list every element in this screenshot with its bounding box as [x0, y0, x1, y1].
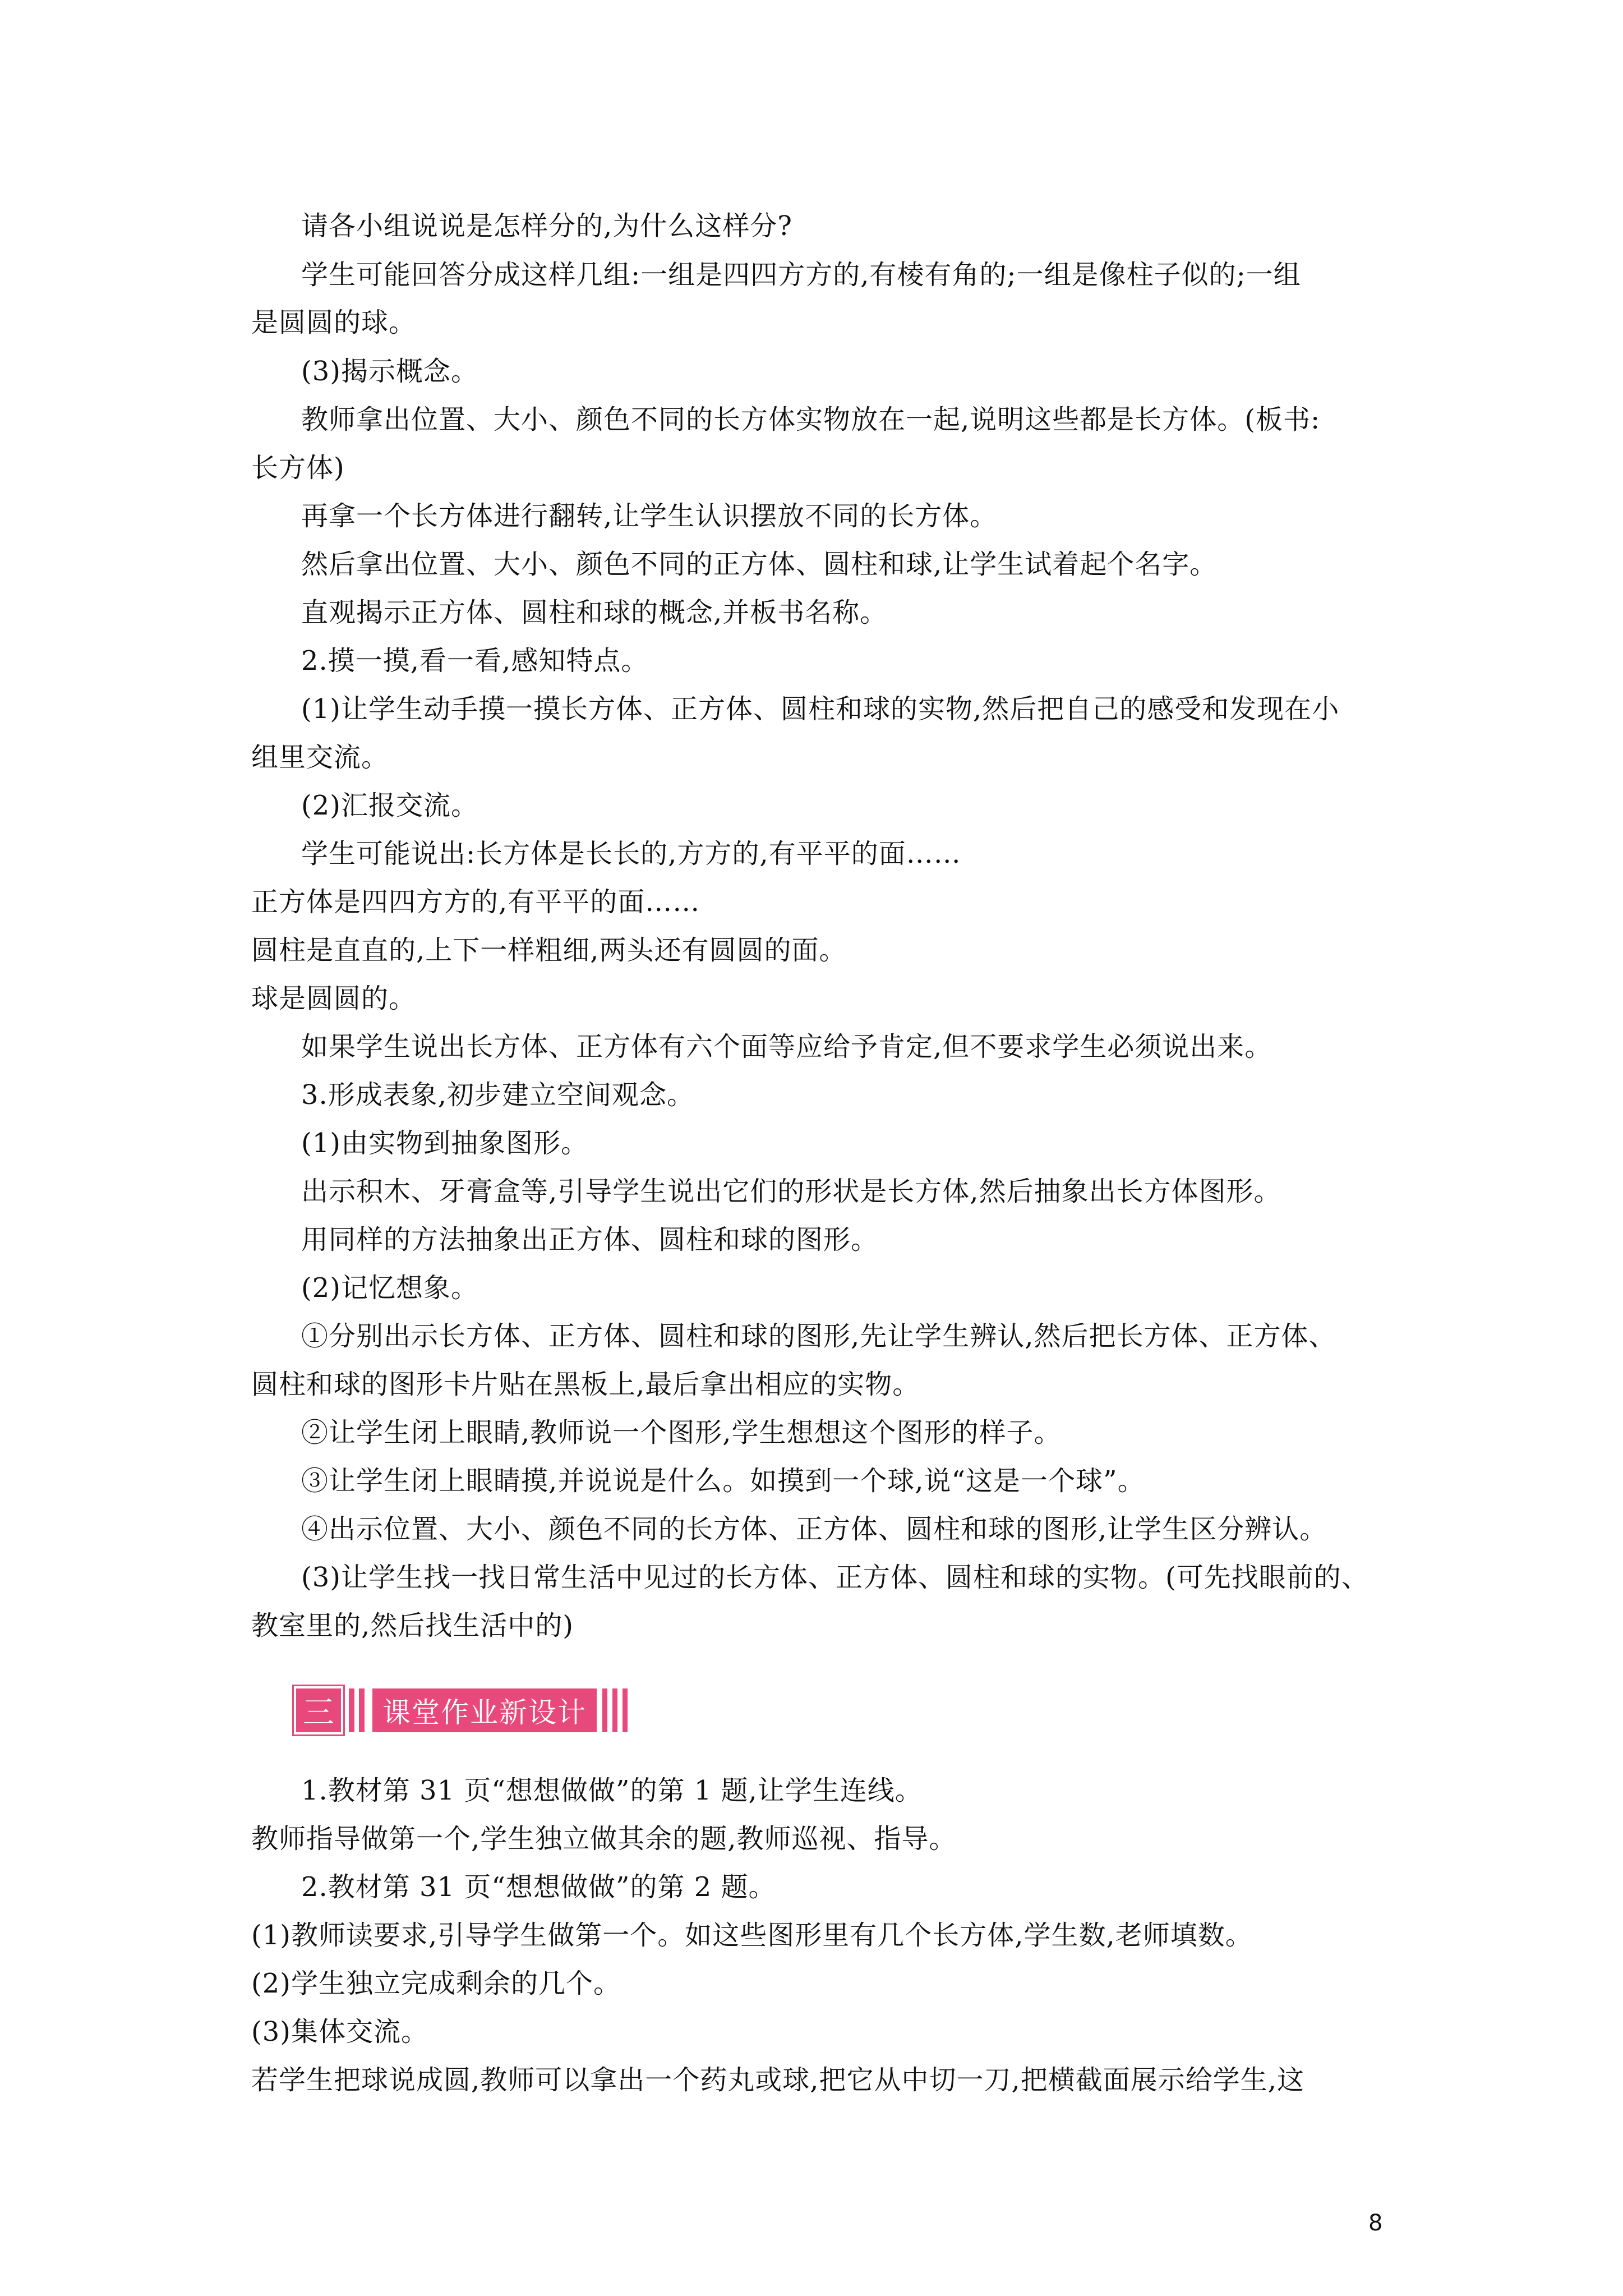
text-line: (3)让学生找一找日常生活中见过的长方体、正方体、圆柱和球的实物。(可先找眼前的、: [301, 1562, 1369, 1593]
text-line: 教室里的,然后找生活中的): [251, 1610, 574, 1641]
text-line: 再拿一个长方体进行翻转,让学生认识摆放不同的长方体。: [301, 500, 998, 532]
text-line: 学生可能回答分成这样几组:一组是四四方方的,有棱有角的;一组是像柱子似的;一组: [301, 259, 1301, 291]
text-line: 圆柱是直直的,上下一样粗细,两头还有圆圆的面。: [251, 935, 847, 966]
page-number: 8: [1368, 2210, 1383, 2236]
decorative-stripes: [602, 1688, 633, 1732]
text-line: 球是圆圆的。: [251, 983, 417, 1014]
text-line: (2)学生独立完成剩余的几个。: [251, 1968, 621, 1999]
text-line: 3.形成表象,初步建立空间观念。: [301, 1079, 695, 1111]
text-line: 直观揭示正方体、圆柱和球的概念,并板书名称。: [301, 597, 888, 628]
text-line: (1)教师读要求,引导学生做第一个。如这些图形里有几个长方体,学生数,老师填数。: [251, 1920, 1253, 1951]
text-line: ②让学生闭上眼睛,教师说一个图形,学生想想这个图形的样子。: [301, 1417, 1062, 1448]
text-line: 2.摸一摸,看一看,感知特点。: [301, 645, 649, 677]
text-line: 圆柱和球的图形卡片贴在黑板上,最后拿出相应的实物。: [251, 1369, 920, 1400]
text-line: ③让学生闭上眼睛摸,并说说是什么。如摸到一个球,说“这是一个球”。: [301, 1465, 1145, 1497]
text-line: 组里交流。: [251, 742, 389, 773]
decorative-bar: [359, 1688, 365, 1732]
text-line: 若学生把球说成圆,教师可以拿出一个药丸或球,把它从中切一刀,把横截面展示给学生,这: [251, 2064, 1305, 2096]
text-line: 请各小组说说是怎样分的,为什么这样分?: [301, 210, 792, 242]
text-line: (2)汇报交流。: [301, 790, 478, 821]
text-line: 如果学生说出长方体、正方体有六个面等应给予肯定,但不要求学生必须说出来。: [301, 1031, 1272, 1062]
text-line: 长方体): [251, 452, 345, 484]
text-line: (1)让学生动手摸一摸长方体、正方体、圆柱和球的实物,然后把自己的感受和发现在小: [301, 693, 1340, 725]
text-line: 正方体是四四方方的,有平平的面……: [251, 886, 700, 918]
text-line: 出示积木、牙膏盒等,引导学生说出它们的形状是长方体,然后抽象出长方体图形。: [301, 1176, 1281, 1207]
section-title: 课堂作业新设计: [372, 1688, 597, 1732]
text-line: ④出示位置、大小、颜色不同的长方体、正方体、圆柱和球的图形,让学生区分辨认。: [301, 1513, 1327, 1545]
text-line: ①分别出示长方体、正方体、圆柱和球的图形,先让学生辨认,然后把长方体、正方体、: [301, 1320, 1336, 1352]
section-number: 三: [296, 1688, 341, 1732]
text-line: 用同样的方法抽象出正方体、圆柱和球的图形。: [301, 1224, 879, 1255]
text-line: 是圆圆的球。: [251, 307, 417, 338]
text-line: (2)记忆想象。: [301, 1272, 478, 1304]
text-line: 2.教材第 31 页“想想做做”的第 2 题。: [301, 1871, 776, 1903]
text-line: 教师拿出位置、大小、颜色不同的长方体实物放在一起,说明这些都是长方体。(板书:: [301, 404, 1321, 435]
text-line: 然后拿出位置、大小、颜色不同的正方体、圆柱和球,让学生试着起个名字。: [301, 549, 1218, 580]
text-line: (3)揭示概念。: [301, 356, 478, 387]
text-line: 1.教材第 31 页“想想做做”的第 1 题,让学生连线。: [301, 1775, 923, 1806]
section-heading: [296, 1688, 633, 1732]
text-line: 学生可能说出:长方体是长长的,方方的,有平平的面……: [301, 838, 961, 869]
text-line: (1)由实物到抽象图形。: [301, 1128, 588, 1159]
text-line: 教师指导做第一个,学生独立做其余的题,教师巡视、指导。: [251, 1823, 957, 1855]
decorative-bar: [349, 1688, 354, 1732]
text-line: (3)集体交流。: [251, 2016, 428, 2047]
